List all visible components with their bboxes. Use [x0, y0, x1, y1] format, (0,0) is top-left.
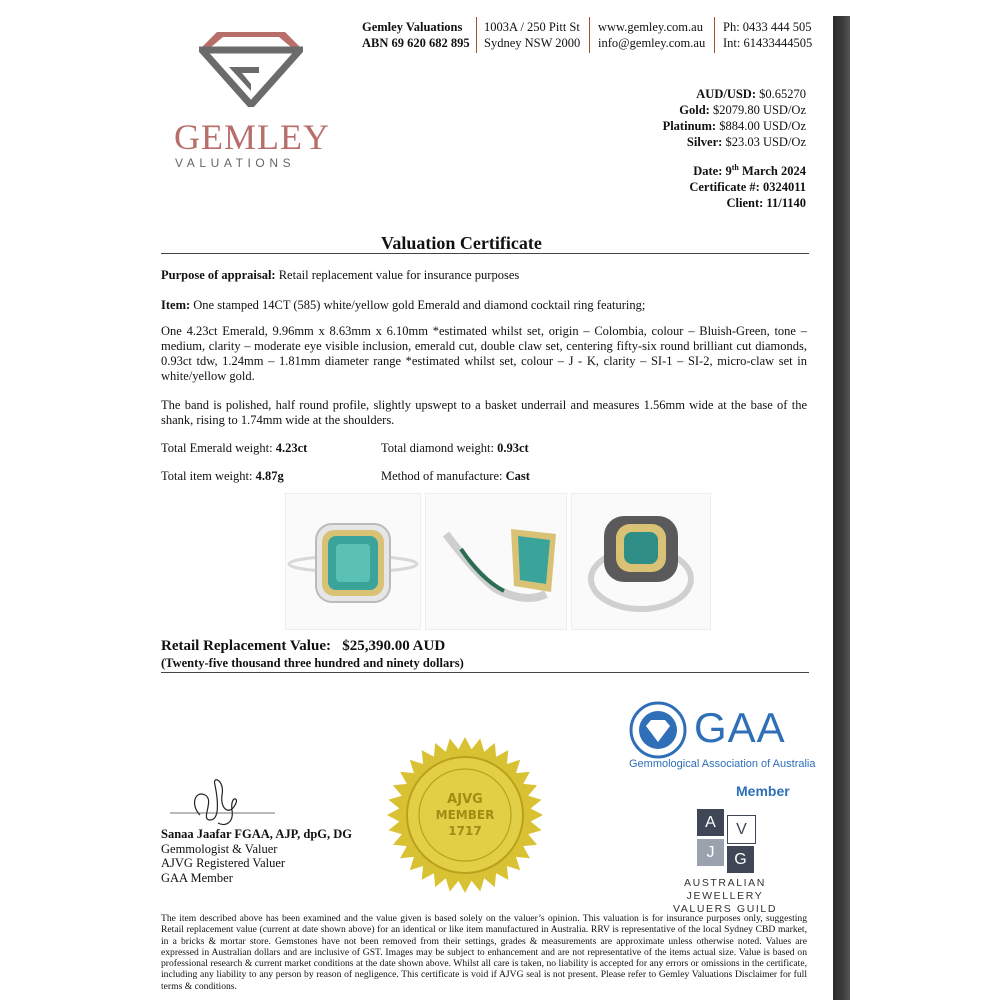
diamond-weight-value: 0.93ct — [497, 441, 529, 455]
rrv-in-words: (Twenty-five thousand three hundred and ninety dollars) — [161, 656, 464, 670]
certificate-meta — [689, 160, 806, 211]
gemley-diamond-logo-icon — [199, 29, 303, 107]
platinum-value: $884.00 USD/Oz — [719, 119, 806, 133]
date-suffix: th — [731, 163, 739, 172]
address-line-2: Sydney NSW 2000 — [484, 36, 581, 50]
signatory-registration: AJVG Registered Valuer — [161, 856, 286, 870]
company-abn: ABN 69 620 682 895 — [362, 36, 470, 50]
phone-number: Ph: 0433 444 505 — [723, 20, 812, 34]
title-rule — [161, 253, 809, 254]
signatory-name: Sanaa Jaafar FGAA, AJP, dpG, DG — [161, 827, 353, 841]
item-line — [161, 298, 807, 313]
retail-replacement-value — [161, 638, 445, 655]
ajvg-gold-seal-icon — [385, 735, 545, 895]
ring-photo-underside — [571, 493, 711, 630]
purpose-line — [161, 268, 807, 283]
emerald-weight-label: Total Emerald weight: — [161, 441, 273, 455]
manufacture-method — [381, 469, 681, 484]
ring-top-view-image — [286, 494, 420, 629]
signature-image — [170, 775, 280, 830]
signatory-block — [161, 827, 352, 885]
metal-rates — [663, 86, 806, 150]
ring-photo-top — [285, 493, 421, 630]
seal-number-text: 1717 — [448, 824, 482, 838]
platinum-label: Platinum: — [662, 119, 717, 133]
signatory-title: Gemmologist & Valuer — [161, 841, 278, 856]
purpose-label: Purpose of appraisal: — [161, 268, 276, 282]
purpose-value: Retail replacement value for insurance purposes — [278, 268, 520, 282]
gold-value: $2079.80 USD/Oz — [712, 103, 806, 117]
ajvg-letter-j: J — [697, 839, 724, 866]
header-divider — [714, 17, 715, 53]
ring-side-view-image — [426, 494, 566, 629]
silver-value: $23.03 USD/Oz — [725, 135, 806, 149]
header-divider — [476, 17, 477, 53]
method-value: Cast — [505, 469, 530, 483]
rrv-amount: $25,390.00 AUD — [342, 638, 446, 654]
item-weight-label: Total item weight: — [161, 469, 253, 483]
company-name: Gemley Valuations — [362, 20, 463, 34]
seal-member-text: MEMBER — [435, 808, 495, 822]
ajvg-guild-name — [645, 877, 805, 916]
website-link[interactable]: www.gemley.com.au — [598, 20, 703, 34]
page-edge-strip — [833, 16, 850, 1000]
gaa-emblem-icon — [629, 701, 687, 759]
web-block — [598, 19, 705, 51]
gold-label: Gold: — [679, 103, 710, 117]
item-description: One 4.23ct Emerald, 9.96mm x 8.63mm x 6.10mm *estimated whilst set, origin – Colombia, colour – Bluish-Green, tone – medium, clarity – moderate eye visible inclusion, emerald cut, double claw set, centering fifty-six round brilliant cut diamonds, 0.93ct tdw, 1.24mm – 1.81mm diameter range *estimated whilst set, colour – J - K, clarity – SI-1 – SI-2, micro-claw set in white/yellow gold. — [161, 324, 807, 383]
intl-phone-number: Int: 61433444505 — [723, 36, 813, 50]
certificate-label: Certificate #: — [689, 180, 760, 195]
item-weight-value: 4.87g — [255, 469, 284, 483]
band-description: The band is polished, half round profile, slightly upswept to a basket underrail and measures 1.56mm wide at the base of the shank, rising to 1.74mm wide at the shoulders. — [161, 398, 807, 427]
ajvg-letter-a: A — [697, 809, 724, 836]
email-link[interactable]: info@gemley.com.au — [598, 36, 706, 50]
item-weight — [161, 469, 381, 484]
ajvg-letter-v: V — [727, 815, 756, 844]
diamond-weight — [381, 441, 681, 456]
logo-wordmark: GEMLEY — [174, 117, 330, 157]
ajvg-guild-line-2: VALUERS GUILD — [672, 903, 778, 915]
company-block — [362, 19, 470, 51]
ajvg-guild-line-1: AUSTRALIAN JEWELLERY — [684, 877, 766, 902]
client-label: Client: — [726, 196, 764, 211]
ring-underside-image — [572, 494, 710, 629]
gaa-member-label: Member — [736, 783, 790, 799]
gaa-acronym: GAA — [694, 704, 786, 751]
method-label: Method of manufacture: — [381, 469, 503, 483]
date-day: 9 — [725, 164, 732, 179]
audusd-value: $0.65270 — [759, 87, 806, 101]
silver-label: Silver: — [686, 135, 723, 149]
audusd-label: AUD/USD: — [696, 87, 756, 101]
diamond-weight-label: Total diamond weight: — [381, 441, 494, 455]
certificate-number: 0324011 — [762, 180, 806, 195]
item-value: One stamped 14CT (585) white/yellow gold Emerald and diamond cocktail ring featuring; — [193, 298, 646, 312]
address-block — [484, 19, 580, 51]
date-label: Date: — [693, 164, 723, 179]
phone-block — [723, 19, 812, 51]
gaa-full-name: Gemmological Association of Australia — [629, 758, 816, 770]
header-divider — [589, 17, 590, 53]
ring-photo-side — [425, 493, 567, 630]
emerald-weight — [161, 441, 381, 456]
logo-subtitle: VALUATIONS — [175, 156, 296, 170]
ajvg-letter-g: G — [727, 846, 754, 873]
disclaimer-text: The item described above has been examined and the value given is based solely on the valuer’s opinion. This valuation is for insurance purposes only, suggesting Retail replacement value (current at date shown above) for an identical or like item manufactured in Australia. RRV is representative of the local Sydney CBD market, in a bricks & mortar store. Gemstones have not been removed from their settings, grades & measurements are approximate unless otherwise noted. Values are expressed in Australian dollars and are inclusive of GST. Images may be subject to enhancement and are not representative of the items actual size. Value is based on professional research & current market conditions at the date shown above. Whilst all care is taken, no liability is accepted for any errors or omissions in the certificate, including any liability to any person by reason of negligence. This certificate is void if AJVG seal is not present. Please refer to Gemley Valuations Disclaimer for full terms & conditions. — [161, 913, 807, 992]
rrv-label: Retail Replacement Value: — [161, 638, 331, 654]
seal-top-text: AJVG — [447, 792, 483, 807]
client-number: 11/1140 — [766, 196, 806, 211]
certificate-title: Valuation Certificate — [381, 233, 542, 253]
address-line-1: 1003A / 250 Pitt St — [484, 20, 580, 34]
signatory-membership: GAA Member — [161, 870, 233, 885]
emerald-weight-value: 4.23ct — [275, 441, 308, 455]
item-label: Item: — [161, 298, 191, 312]
date-rest: March 2024 — [742, 164, 806, 179]
rrv-rule — [161, 672, 809, 673]
